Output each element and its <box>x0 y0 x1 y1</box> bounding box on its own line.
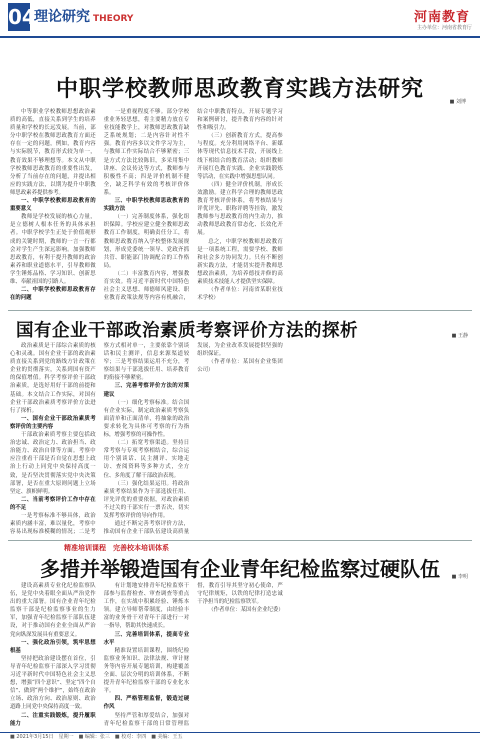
article2-body <box>10 342 470 538</box>
subheading: 三、中职学校教师思政教育的实践方法 <box>103 198 190 213</box>
subheading: 四、严格管理监督，锻造过硬作风 <box>103 696 190 711</box>
subheading: 一、强化政治引领，筑牢思想根基 <box>10 639 96 654</box>
article3-kicker: 精准培训课程 完善校本培训体系 <box>64 544 169 552</box>
subheading: 一、国有企业干部政治素质考察评价的主要内容 <box>10 415 96 430</box>
paragraph: 坚持把政治建设摆在首位，引导青年纪检监察干部深入学习贯彻习近平新时代中国特色社会主义思想，增强“四个意识”、坚定“四个自信”、做到“两个维护”，始终在政治立场、政治方向、政治原则、政治道路上同党中央保持高度一致。 <box>10 655 96 711</box>
author-affiliation: （作者单位：某国有企业集团公司） <box>197 359 283 374</box>
section-title <box>34 6 133 26</box>
section-divider <box>8 310 472 311</box>
subheading: 二、当前考察评价工作中存在的不足 <box>10 496 96 511</box>
paragraph: 总之，中职学校教师思政教育是一项系统工程，需要学校、教师和社会多方协同发力。只有不断创新实践方法，才能切实提升教师思想政治素质，为培养德技并修的高素质技术技能人才提供坚实保障。 <box>197 238 283 285</box>
author-affiliation: （作者单位：某国有企业纪委） <box>208 607 284 614</box>
paragraph: 干部政治素质考察主要包括政治忠诚、政治定力、政治担当、政治能力、政治自律等方面。考察中应注重看干部是否自觉在思想上政治上行动上同党中央保持高度一致，是否坚决贯彻落实党中央决策部署，是否在重大原则问题上立场坚定、旗帜鲜明。 <box>10 432 96 495</box>
article2-title: 国有企业干部政治素质考察评价方法的探析 <box>16 321 358 341</box>
newspaper-logo: 河南教育 <box>413 10 470 25</box>
article3-title: 多措并举锻造国有企业青年纪检监察过硬队伍 <box>40 557 440 581</box>
article1-title: 中职学校教师思政教育实践方法研究 <box>55 77 424 102</box>
page-header <box>0 0 480 38</box>
paragraph: 建设高素质专业化纪检监察队伍，是党中央着眼全面从严治党作出的重大部署。国有企业青年纪检监察干部是纪检监察事业的生力军，加强青年纪检监察干部队伍建设，对于推动国有企业全面从严治党向纵深发展具有重要意义。 <box>10 583 96 638</box>
article1-body <box>10 108 470 308</box>
subheading: 二、中职学校教师思政教育存在的问题 <box>10 287 96 302</box>
author-affiliation: （作者单位：河南省某职业技术学校） <box>197 287 283 302</box>
subheading: 三、完善培训体系，提高专业水平 <box>103 631 190 646</box>
article2-byline: ■ 王静 <box>451 333 468 339</box>
paragraph: 坚持严管和厚爱结合，加强对青年纪检监察干部的日常管理监督，教育引导其坚守初心使命，严守纪律规矩，以铁的纪律打造忠诚干净担当的纪检监察铁军。 <box>103 583 283 727</box>
paragraph: 有计划地安排青年纪检监察干部参与监督检查、审查调查等重点工作，在实战中积累经验、锤炼本领。建立导师帮带制度，由经验丰富的业务骨干对青年干部进行一对一指导，帮助其快速成长。 <box>103 583 190 630</box>
paragraph: 精准设置培训课程，围绕纪检监察业务知识、法律法规、审计财务等内容开展专题培训，构建覆盖全面、层次分明的培训体系，不断提升青年纪检监察干部的专业化水平。 <box>103 647 190 695</box>
paragraph: （一）细化考察标准。结合国有企业实际，制定政治素质考察负面清单和正面清单，将抽象的政治要求转化为具体可考察的行为指标，增强考察的可操作性。 <box>103 399 190 439</box>
paragraph: （三）强化结果运用。将政治素质考察结果作为干部选拔任用、评先评优的重要依据，对政治素质不过关的干部实行一票否决，切实发挥考察评价的导向作用。 <box>103 480 190 519</box>
paragraph: 政治素质是干部综合素质的核心和灵魂。国有企业干部的政治素质直接关系到党的路线方针政策在企业的贯彻落实，关系到国有资产的保值增值。科学考察评价干部政治素质，是选好用好干部的前提和基础。本文结合工作实际，对国有企业干部政治素质考察评价方法进行了探析。 <box>10 343 96 414</box>
paragraph: （四）健全评价机制，形成长效激励。建立科学合理的教师思政教育考核评价体系，将考核结果与评优评先、职称评聘等挂钩，激发教师参与思政教育的内生动力，推动教师思政教育常态化、长效化开展。 <box>197 181 283 237</box>
subheading: 二、注重实践锻炼，提升履职能力 <box>10 712 96 727</box>
paragraph: （二）丰富教育内容，增强教育实效。将习近平新时代中国特色社会主义思想、师德师风建设、职业教育政策法规等内容有机融合，结合中职教育特点，开展专题学习和案例研讨，提升教育内容的针对性和吸引力。 <box>103 109 283 302</box>
article1-byline: ■ 刘博 <box>449 99 466 105</box>
article3-body <box>10 582 470 730</box>
paragraph: （二）拓宽考察渠道。坚持日常考察与专项考察相结合，综合运用个别谈话、民主测评、实地走访、查阅资料等多种方式，全方位、多角度了解干部政治表现。 <box>103 440 190 479</box>
section-divider <box>8 540 472 541</box>
paragraph: 一是重视程度不够。部分学校重业务轻思想，将主要精力放在专业技能教学上，对教师思政教育缺乏系统规划；二是内容针对性不强。教育内容多以文件学习为主，与教师工作实际结合不够紧密；三是方式方法比较陈旧，多采用集中讲座、会议传达等方式，教师参与积极性不高；四是评价机制不健全，缺乏科学有效的考核评价体系。 <box>103 109 190 196</box>
newspaper-subline: 主办单位：河南省教育厅 <box>416 25 472 31</box>
article3-byline: ■ 李明 <box>451 574 468 580</box>
section-name: 理论研究 <box>34 9 90 25</box>
page-footer: ■ 2021年3月15日 星期一 ■ 编辑：张三 ■ 校对：李四 ■ 美编：王五 <box>0 732 480 742</box>
paragraph: 通过不断完善考察评价方法，推动国有企业干部队伍建设高质量发展，为企业改革发展提供坚强的组织保证。 <box>103 343 283 536</box>
paragraph: （一）完善制度体系，强化组织保障。学校应建立健全教师思政教育工作制度，明确责任分工，将教师思政教育纳入学校整体发展规划，形成党委统一领导、党政齐抓共管、职能部门协调配合的工作格局。 <box>103 214 190 269</box>
section-tag: THEORY <box>93 14 134 24</box>
paragraph: 一是考察标准不够具体，政治素质内涵丰富，难以量化，考察中容易出现标准模糊的情况；二是考察方式相对单一，主要依靠个别谈话和民主测评，信息来源渠道较窄；三是考察结果运用不充分，考察结果与干部选拔任用、培养教育的衔接不够紧密。 <box>10 343 190 536</box>
paragraph: 教师是学校发展的核心力量，是立德树人根本任务的具体承担者。中职学校学生正处于价值观形成的关键时期，教师的一言一行都会对学生产生深远影响。加强教师思政教育，有利于提升教师的政治素养和职业道德水平，引导教师做学生锤炼品格、学习知识、创新思维、奉献祖国的引路人。 <box>10 214 96 285</box>
paragraph: （三）创新教育方式，提高参与程度。充分利用网络平台、新媒体等现代信息技术手段，开展线上线下相结合的教育活动；组织教师开展红色教育实践、企业实践锻炼等活动，在实践中增强思想认同。 <box>197 133 283 180</box>
paragraph: 中等职业学校教师思想政治素质的高低，直接关系到学生的培养质量和学校的长远发展。当前，部分中职学校在教师思政教育方面还存在一定的问题，例如，教育内容与实际脱节，教育形式较为单一，教育效果不够理想等。本文从中职学校教师思政教育的重要性出发，分析了当前存在的问题，并提出相应的实践方法，以期为提升中职教师思政素养提供参考。 <box>10 109 96 196</box>
page-number: 04 <box>8 5 36 29</box>
subheading: 三、完善考察评价方法的对策建议 <box>103 383 190 398</box>
subheading: 一、中职学校教师思政教育的重要意义 <box>10 198 96 213</box>
